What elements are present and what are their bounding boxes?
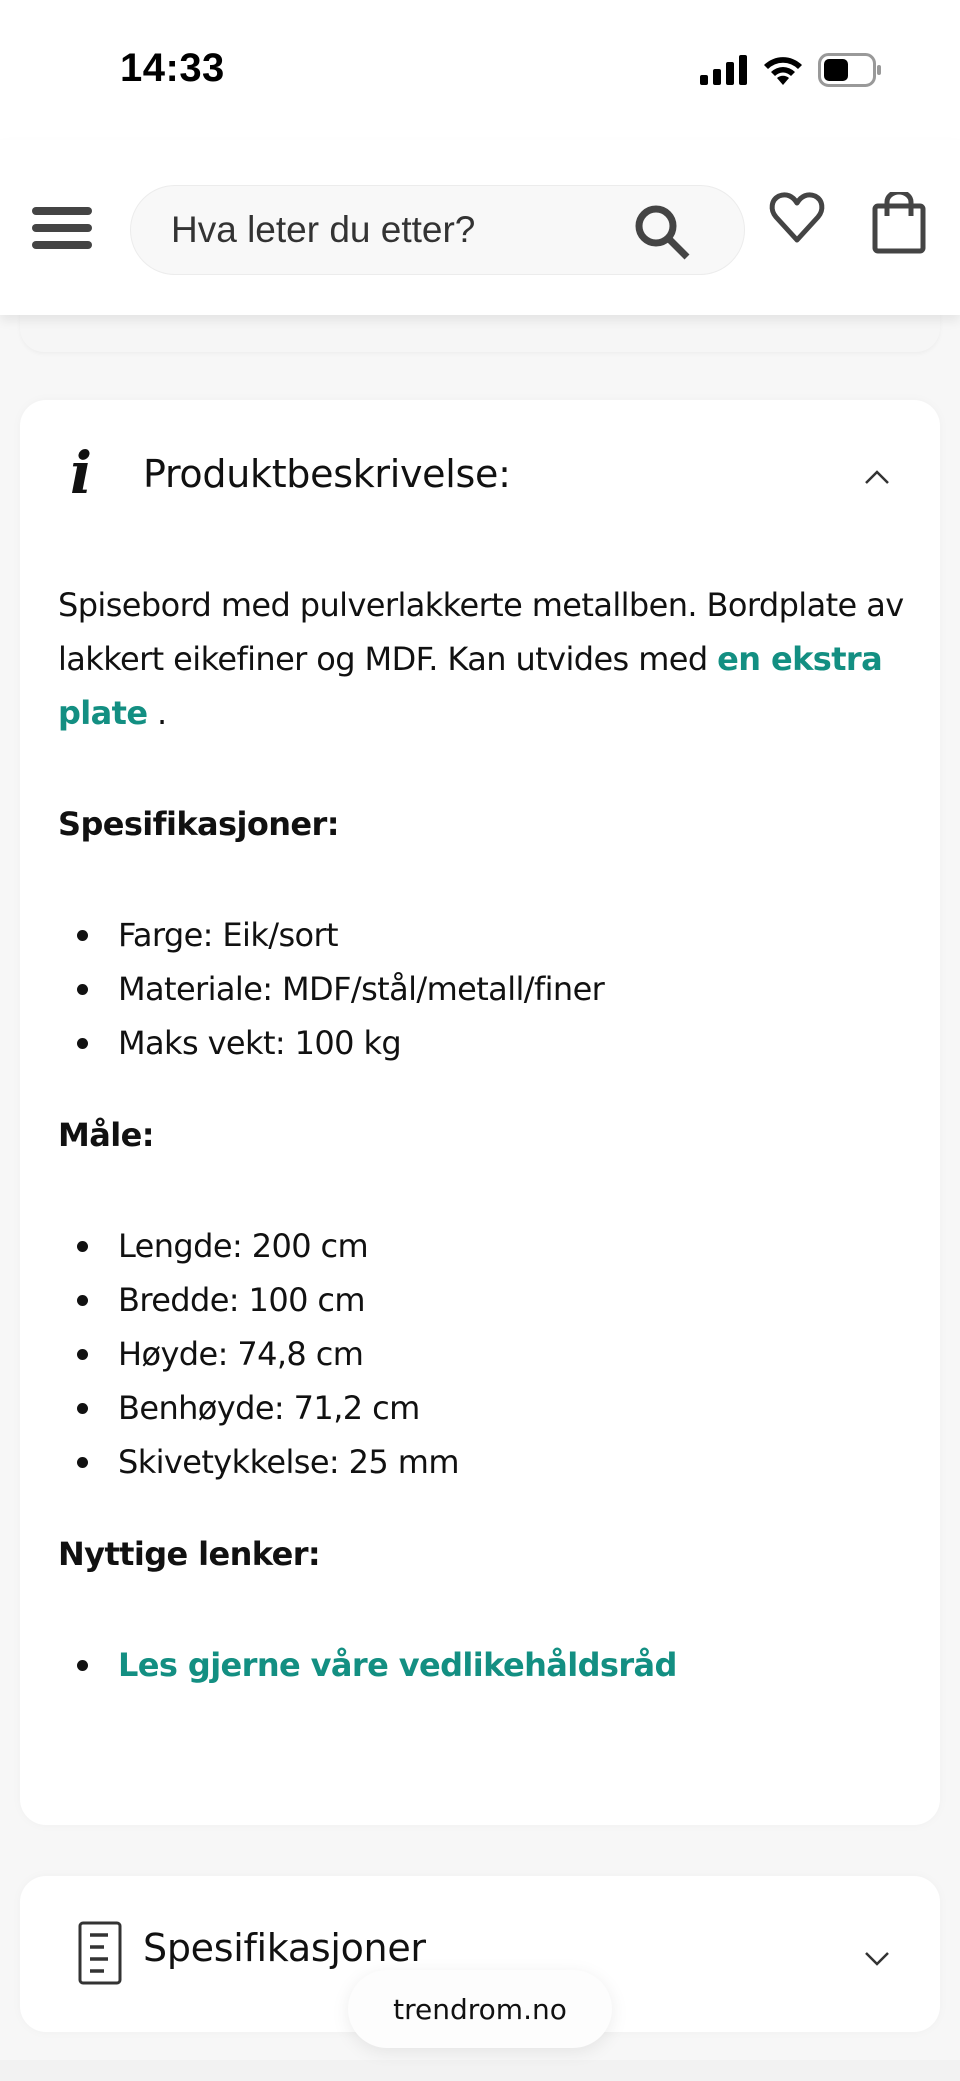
list-item: Materiale: MDF/stål/metall/finer xyxy=(118,962,908,1016)
list-item: Skivetykkelse: 25 mm xyxy=(118,1435,908,1489)
section-heading-useful-links: Nyttige lenker: xyxy=(58,1535,321,1573)
status-time: 14:33 xyxy=(120,46,225,90)
list-item: Benhøyde: 71,2 cm xyxy=(118,1381,908,1435)
list-item xyxy=(118,1638,908,1692)
list-item: Farge: Eik/sort xyxy=(118,908,908,962)
specifications-list xyxy=(58,908,908,1070)
cellular-signal-icon xyxy=(700,55,748,85)
search-input[interactable] xyxy=(171,209,611,251)
document-icon xyxy=(78,1921,122,1985)
useful-links-list xyxy=(58,1638,908,1692)
product-description-accordion xyxy=(20,400,940,1825)
shopping-bag-icon[interactable] xyxy=(872,192,926,254)
description-paragraph xyxy=(58,578,908,740)
description-suffix: . xyxy=(147,694,167,732)
search-bar[interactable] xyxy=(130,185,745,275)
hamburger-menu-icon[interactable] xyxy=(32,207,92,249)
extra-plate-link[interactable]: en ekstra plate xyxy=(58,640,883,732)
product-description-body xyxy=(58,578,908,1692)
accordion-title: Spesifikasjoner xyxy=(143,1926,426,1970)
list-item: Maks vekt: 100 kg xyxy=(118,1016,908,1070)
chevron-up-icon[interactable] xyxy=(862,462,892,492)
list-item: Høyde: 74,8 cm xyxy=(118,1327,908,1381)
maintenance-advice-link[interactable]: Les gjerne våre vedlikehåldsråd xyxy=(118,1646,677,1684)
dimensions-list xyxy=(58,1219,908,1489)
wifi-icon xyxy=(762,54,804,86)
site-header xyxy=(0,140,960,315)
search-icon[interactable] xyxy=(632,202,694,264)
section-heading-dimensions: Måle: xyxy=(58,1116,154,1154)
bottom-toolbar-edge xyxy=(0,2060,960,2081)
chevron-down-icon[interactable] xyxy=(862,1944,892,1974)
section-heading-specifications: Spesifikasjoner: xyxy=(58,805,339,843)
list-item: Lengde: 200 cm xyxy=(118,1219,908,1273)
product-description-header[interactable] xyxy=(20,400,940,560)
heart-icon[interactable] xyxy=(768,190,826,248)
list-item: Bredde: 100 cm xyxy=(118,1273,908,1327)
browser-domain-pill[interactable]: trendrom.no xyxy=(348,1970,612,2048)
battery-icon xyxy=(818,53,882,87)
accordion-title: Produktbeskrivelse: xyxy=(143,452,511,496)
status-bar xyxy=(0,0,960,140)
status-icons xyxy=(700,52,882,88)
info-icon: i xyxy=(70,439,93,507)
description-text: Spisebord med pulverlakkerte metallben. Bordplate av lakkert eikefiner og MDF. Kan utvides med xyxy=(58,586,904,678)
